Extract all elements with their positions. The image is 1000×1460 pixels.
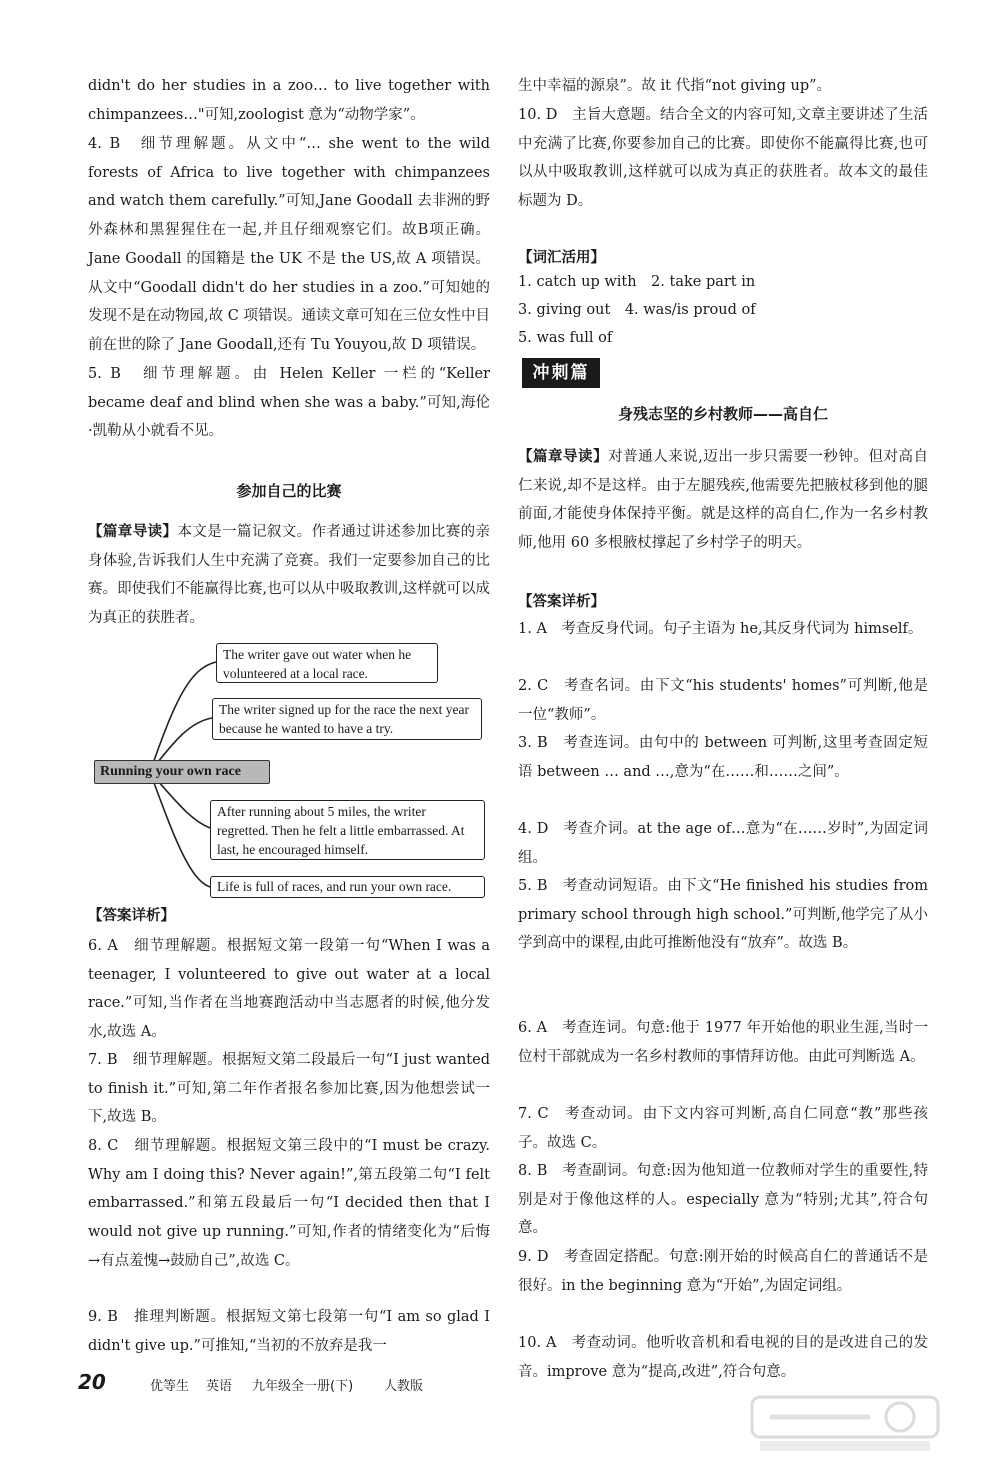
vocab-line-1: 1. catch up with 2. take part in (518, 274, 756, 290)
connector-1 (150, 662, 216, 772)
answer-r8: 8. B 考查副词。句意:因为他知道一位教师对学生的重要性,特别是对于像他这样的人。especially 意为“特别;尤其”,符合句意。 (518, 1163, 928, 1237)
mindmap-branch-2: The writer signed up for the race the next year because he wanted to have a try. (212, 698, 482, 740)
mindmap-branch-1: The writer gave out water when he volunteered at a local race. (216, 643, 438, 683)
vocab-line-3: 5. was full of (518, 330, 613, 346)
answer-5: 5. B 细节理解题。由 Helen Keller 一栏的“Keller became deaf and blind when she was a baby.”可知,海伦·凯勒从小就看不见。 (88, 366, 490, 440)
footer-edition: 人教版 (384, 1379, 424, 1394)
paragraph: didn't do her studies in a zoo… to live together with chimpanzees…"可知,zoologist 意为“动物学家”。 (88, 78, 490, 123)
footer-grade: 九年级全一册(下) (252, 1379, 354, 1394)
paragraph: 生中幸福的源泉”。故 it 代指“not giving up”。 (518, 78, 832, 94)
answer-r1: 1. A 考查反身代词。句子主语为 he,其反身代词为 himself。 (518, 621, 923, 637)
answer-r7: 7. C 考查动词。由下文内容可判断,高自仁同意“教”那些孩子。故选 C。 (518, 1106, 928, 1151)
answer-6: 6. A 细节理解题。根据短文第一段第一句“When I was a teenager, I volunteered to give out water at a local race.”可知,当作者在当地赛跑活动中当志愿者的时候,他分发水,故选 A。 (88, 938, 490, 1041)
guide-text: 对普通人来说,迈出一步只需要一秒钟。但对高自仁来说,却不是这样。由于左腿残疾,他需要先把腋杖移到他的腿前面,才能使身体保持平衡。就是这样的高自仁,作为一名乡村教师,他用 60 多根腋杖撑起了乡村学子的明天。 (518, 449, 929, 552)
section-heading: 参加自己的比赛 (236, 482, 342, 500)
answer-4: 4. B 细节理解题。从文中“… she went to the wild forests of Africa to live together with chimpanzees and watch them carefully.”可知,Jane Goodall 去非洲的野外森林和黑猩猩住在一起,并且仔细观察它们。故B项正确。Jane Goodall 的国籍是 the UK 不是 the US,故 A 项错误。从文中“Goodall didn't do her studies in a zoo.”可知她的发现不是在动物园,故 C 项错误。通读文章可知在三位女性中目前在世的除了 Jane Goodall,还有 Tu Youyou,故 D 项错误。 (88, 136, 490, 353)
answer-r10: 10. A 考查动词。他听收音机和看电视的目的是改进自己的发音。improve 意为“提高,改进”,符合句意。 (518, 1335, 928, 1380)
answer-tag: 【答案详析】 (88, 908, 175, 924)
guide-tag: 【篇章导读】 (518, 449, 609, 465)
answer-r2: 2. C 考查名词。由下文“his students' homes”可判断,他是一位“教师”。 (518, 678, 928, 723)
mindmap-center: Running your own race (94, 760, 270, 784)
mindmap-branch-4: Life is full of races, and run your own race. (210, 876, 485, 898)
sprint-badge: 冲刺篇 (522, 358, 600, 388)
guide-tag: 【篇章导读】 (88, 524, 178, 540)
watermark-logo (750, 1395, 940, 1455)
answer-r6: 6. A 考查连词。句意:他于 1977 年开始他的职业生涯,当时一位村干部就成为一名乡村教师的事情拜访他。由此可判断选 A。 (518, 1020, 928, 1065)
answer-10: 10. D 主旨大意题。结合全文的内容可知,文章主要讲述了生活中充满了比赛,你要参加自己的比赛。即使你不能赢得比赛,也可以从中吸取教训,这样就可以成为真正的获胜者。故本文的最佳标题为 D。 (518, 107, 928, 210)
footer-brand: 优等生 (150, 1379, 190, 1394)
footer-subject: 英语 (206, 1379, 233, 1394)
answer-7: 7. B 细节理解题。根据短文第二段最后一句“I just wanted to finish it.”可知,第二年作者报名参加比赛,因为他想尝试一下,故选 B。 (88, 1052, 490, 1126)
answer-9: 9. B 推理判断题。根据短文第七段第一句“I am so glad I didn't give up.”可推知,“当初的不放弃是我一 (88, 1309, 490, 1354)
connector-4 (150, 772, 210, 887)
answer-r4: 4. D 考查介词。at the age of…意为“在……岁时”,为固定词组。 (518, 821, 928, 866)
answer-8: 8. C 细节理解题。根据短文第三段中的“I must be crazy. Why am I doing this? Never again!”,第五段第二句“I felt embarrassed.”和第五段最后一句“I decided then that I would not give up running.”可知,作者的情绪变化为“后悔→有点羞愧→鼓励自己”,故选 C。 (88, 1138, 490, 1269)
answer-tag: 【答案详析】 (518, 594, 605, 610)
answer-r9: 9. D 考查固定搭配。句意:刚开始的时候高自仁的普通话不是很好。in the beginning 意为“开始”,为固定词组。 (518, 1249, 928, 1294)
vocab-line-2: 3. giving out 4. was/is proud of (518, 302, 756, 318)
answer-r3: 3. B 考查连词。由句中的 between 可判断,这里考查固定短语 between … and …,意为“在……和……之间”。 (518, 735, 928, 780)
section-heading-2: 身残志坚的乡村教师——高自仁 (617, 405, 828, 423)
mindmap-branch-3: After running about 5 miles, the writer regretted. Then he felt a little embarrassed. At last, he encouraged himself. (210, 800, 485, 860)
chapter-guide-2 (518, 443, 928, 558)
answer-r5: 5. B 考查动词短语。由下文“He finished his studies from primary school through high school.”可判断,他学完了从小学到高中的课程,由此可推断他没有“放弃”。故选 B。 (518, 878, 928, 952)
vocab-tag: 【词汇活用】 (518, 250, 605, 266)
guide-text: 本文是一篇记叙文。作者通过讲述参加比赛的亲身体验,告诉我们人生中充满了竞赛。我们一定要参加自己的比赛。即使我们不能赢得比赛,也可以从中吸取教训,这样就可以成为真正的获胜者。 (88, 524, 491, 627)
page-number: 20 (78, 1370, 106, 1394)
